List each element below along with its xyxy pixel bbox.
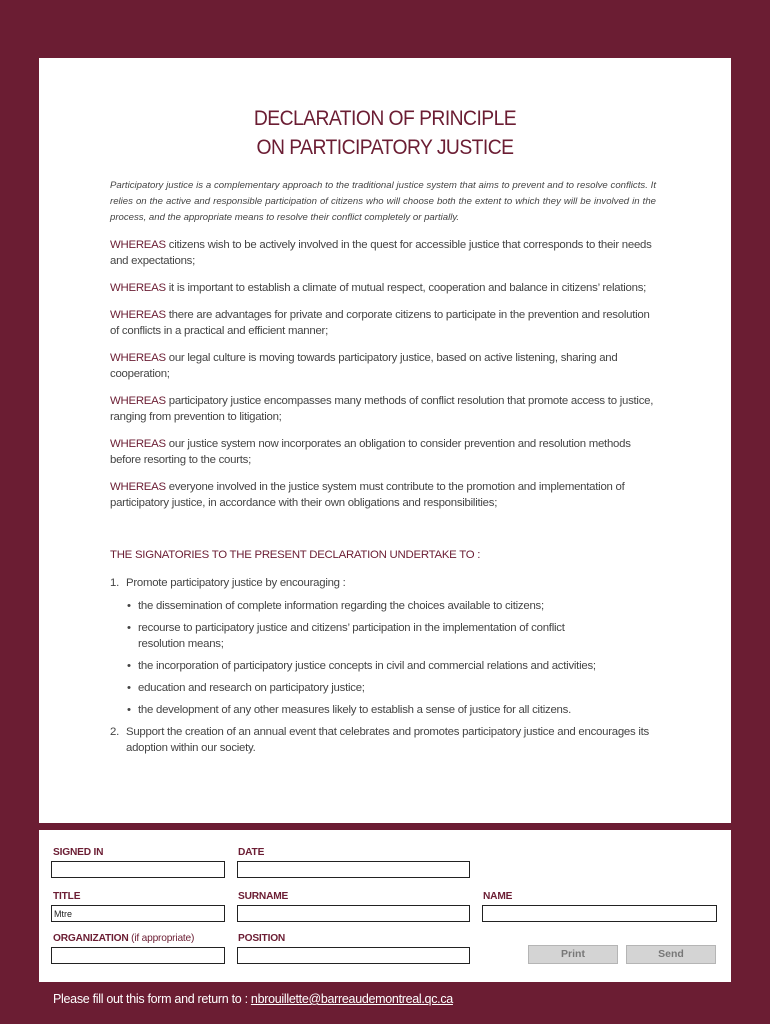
whereas-text: there are advantages for private and corporate citizens to participate in the prevention and resolution of conflicts in a practical and efficient manner; bbox=[110, 309, 650, 337]
whereas-text: our justice system now incorporates an obligation to consider prevention and resolution methods before resorting to the courts; bbox=[110, 438, 631, 466]
footer-instructions bbox=[53, 992, 453, 1006]
whereas-text: everyone involved in the justice system must contribute to the promotion and implementation of participatory justice, in accordance with their own obligations and responsibilities; bbox=[110, 481, 625, 509]
bullet-item-1: the dissemination of complete information regarding the choices available to citizens; bbox=[138, 600, 544, 612]
whereas-clause-6 bbox=[110, 436, 656, 468]
whereas-text: citizens wish to be actively involved in the quest for accessible justice that corresponds to their needs and expectations; bbox=[110, 239, 652, 267]
bullet-dot: • bbox=[127, 622, 131, 634]
position-field[interactable] bbox=[237, 947, 470, 964]
bullet-dot: • bbox=[127, 704, 131, 716]
surname-field[interactable] bbox=[237, 905, 470, 922]
title-label: TITLE bbox=[53, 891, 81, 902]
whereas-clause-4 bbox=[110, 350, 656, 382]
position-label: POSITION bbox=[238, 933, 286, 944]
signed-in-label: SIGNED IN bbox=[53, 847, 104, 858]
bullet-item-5: the development of any other measures likely to establish a sense of justice for all citizens. bbox=[138, 704, 571, 716]
whereas-keyword: WHEREAS bbox=[110, 481, 166, 493]
whereas-keyword: WHEREAS bbox=[110, 395, 166, 407]
date-label: DATE bbox=[238, 847, 265, 858]
item-1-number: 1. bbox=[110, 577, 119, 589]
title-line-2: ON PARTICIPATORY JUSTICE bbox=[256, 136, 514, 159]
whereas-text: our legal culture is moving towards participatory justice, based on active listening, sharing and cooperation; bbox=[110, 352, 618, 380]
document-title bbox=[67, 104, 704, 162]
organization-label-text: ORGANIZATION bbox=[53, 933, 129, 944]
whereas-keyword: WHEREAS bbox=[110, 282, 166, 294]
name-label: NAME bbox=[483, 891, 513, 902]
whereas-text: participatory justice encompasses many methods of conflict resolution that promote access to justice, ranging from prevention to litigation; bbox=[110, 395, 654, 423]
send-button[interactable]: Send bbox=[626, 945, 716, 964]
bullet-item-3: the incorporation of participatory justice concepts in civil and commercial relations and activities; bbox=[138, 660, 596, 672]
bullet-item-2: recourse to participatory justice and citizens’ participation in the implementation of conflict resolution means; bbox=[138, 622, 565, 650]
title-line-1: DECLARATION OF PRINCIPLE bbox=[253, 107, 517, 130]
print-button[interactable]: Print bbox=[528, 945, 618, 964]
return-email-link[interactable]: nbrouillette@barreaudemontreal.qc.ca bbox=[250, 992, 453, 1006]
declaration-sheet bbox=[39, 58, 731, 823]
organization-field[interactable] bbox=[51, 947, 225, 964]
whereas-keyword: WHEREAS bbox=[110, 309, 166, 321]
item-2-text: Support the creation of an annual event that celebrates and promotes participatory justice and encourages its adoption within our society. bbox=[126, 726, 650, 754]
bullet-dot: • bbox=[127, 660, 131, 672]
signatories-heading: THE SIGNATORIES TO THE PRESENT DECLARATION UNDERTAKE TO : bbox=[110, 549, 481, 561]
whereas-keyword: WHEREAS bbox=[110, 352, 166, 364]
name-field[interactable] bbox=[482, 905, 717, 922]
bullet-dot: • bbox=[127, 682, 131, 694]
item-2-number: 2. bbox=[110, 726, 119, 738]
item-1-text: Promote participatory justice by encouraging : bbox=[126, 577, 346, 589]
intro-paragraph: Participatory justice is a complementary approach to the traditional justice system that aims to prevent and to resolve conflicts. It relies on the active and responsible participation of citizens who will choose both the extent to which they will be involved in the process, and the appropriate means to resolve their conflict completely or partially. bbox=[110, 180, 656, 223]
whereas-clause-7 bbox=[110, 479, 656, 511]
whereas-text: it is important to establish a climate of mutual respect, cooperation and balance in citizens’ relations; bbox=[165, 282, 647, 294]
organization-note: (if appropriate) bbox=[128, 933, 195, 944]
bullet-dot: • bbox=[127, 600, 131, 612]
surname-label: SURNAME bbox=[238, 891, 289, 902]
signature-form bbox=[39, 830, 731, 982]
whereas-keyword: WHEREAS bbox=[110, 438, 166, 450]
title-field[interactable] bbox=[51, 905, 225, 922]
bullet-item-4: education and research on participatory justice; bbox=[138, 682, 365, 694]
organization-label bbox=[53, 933, 194, 944]
whereas-clause-3 bbox=[110, 307, 656, 339]
whereas-clause-1 bbox=[110, 237, 656, 269]
whereas-clause-2 bbox=[110, 280, 656, 296]
footer-text: Please fill out this form and return to : bbox=[53, 992, 251, 1006]
date-field[interactable] bbox=[237, 861, 470, 878]
whereas-keyword: WHEREAS bbox=[110, 239, 166, 251]
whereas-clause-5 bbox=[110, 393, 656, 425]
signed-in-field[interactable] bbox=[51, 861, 225, 878]
